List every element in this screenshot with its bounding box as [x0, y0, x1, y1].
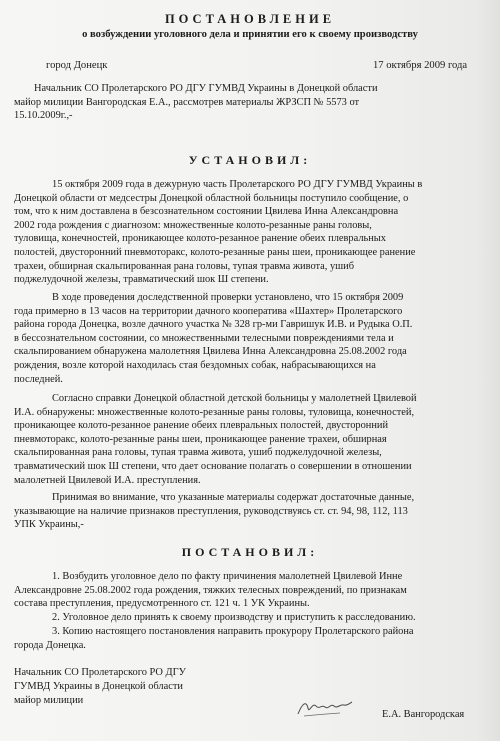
text-line: трахеи, обширная скальпированная рана головы, тупая травма живота, ушиб: [14, 260, 355, 272]
text-line: поджелудочной железы, травматический шок Ш степени.: [14, 274, 269, 286]
intro-paragraph: [14, 82, 378, 123]
text-line: рождения, возле которой находилась стая бездомных собак, набрасывающихся на: [14, 359, 376, 371]
text-line: района города Донецка, возле дачного участка № 328 гр-ми Гавришук И.В. и Рудыка О.П.: [14, 319, 413, 331]
text-line: указывающие на наличие признаков преступления, руководствуясь ст. ст. 94, 98, 112, 113: [14, 505, 408, 517]
text-line: 3. Копию настоящего постановления направить прокурору Пролетарского района: [52, 626, 414, 637]
signature-line: ГУМВД Украины в Донецкой области: [14, 681, 183, 692]
text-line: в бессознательном состоянии, со множественными телесными повреждениями тела и: [14, 332, 394, 344]
intro-line: майор милиции Вангородская Е.А., рассмотрев материалы ЖРЗСП № 5573 от: [14, 96, 360, 108]
text-line: скальпированием обнаружена малолетняя Цвилева Инна Александровна 25.08.2002 года: [14, 346, 407, 358]
text-line: малолетней Цвилевой И.А. преступления.: [14, 474, 201, 486]
text-line: Согласно справки Донецкой областной детской больницы у малолетней Цвилевой: [52, 393, 417, 404]
signature-line: майор милиции: [14, 695, 84, 706]
text-line: города Донецка.: [14, 639, 86, 651]
established-paragraph-3: [14, 392, 417, 487]
text-line: состава преступления, предусмотренного ст. 121 ч. 1 УК Украины.: [14, 598, 310, 610]
resolved-item-3: [14, 625, 414, 652]
text-line: Александровне 25.08.2002 года рождения, тяжких телесных повреждений, по признакам: [14, 584, 407, 596]
intro-line: Начальник СО Пролетарского РО ДГУ ГУМВД Украины в Донецкой области: [34, 83, 378, 94]
text-line: травматический шок Ш степени, что дает основание полагать о совершении в отношении: [14, 460, 412, 472]
text-line: туловища, конечностей, проникающее колото-резанное ранение обеих плевральных: [14, 233, 386, 245]
resolved-heading: ПОСТАНОВИЛ:: [181, 545, 319, 559]
scan-edge-shadow: [476, 0, 500, 741]
text-line: И.А. обнаружены: множественные колото-резанные раны головы, туловища, конечностей,: [14, 406, 415, 418]
text-line: проникающее колото-резанное ранение обеих плевральных полостей, двусторонний: [14, 420, 389, 432]
text-line: пневмоторакс, колото-резанные раны шеи, проникающее ранение трахеи, обширная: [14, 433, 387, 445]
established-paragraph-4: [14, 491, 414, 532]
text-line: 1. Возбудить уголовное дело по факту причинения малолетней Цвилевой Инне: [52, 571, 403, 582]
signature-line: Начальник СО Пролетарского РО ДГУ: [14, 667, 186, 678]
document-subtitle: о возбуждении уголовного дела и принятии его к своему производству: [82, 29, 418, 40]
resolved-item-1: [14, 570, 407, 611]
text-line: 15 октября 2009 года в дежурную часть Пролетарского РО ДГУ ГУМВД Украины в: [52, 179, 423, 190]
text-line: УПК Украины,-: [14, 519, 84, 531]
resolved-item-2: [14, 611, 416, 625]
text-line: года примерно в 13 часов на территории дачного кооператива «Шахтер» Пролетарского: [14, 305, 403, 317]
signatory-name: Е.А. Вангородская: [382, 709, 465, 720]
text-line: последней.: [14, 373, 63, 385]
city: город Донецк: [46, 60, 108, 71]
text-line: полостей, двусторонний пневмоторакс, колото-резанные раны шеи, проникающее ранение: [14, 246, 416, 258]
text-line: том, что к ним доставлена в безсознательном состоянии Цвилева Инна Александровна: [14, 206, 399, 218]
text-line: 2. Уголовное дело принять к своему производству и приступить к расследованию.: [52, 612, 416, 623]
established-paragraph-1: [14, 178, 422, 287]
intro-line: 15.10.2009г.,-: [14, 110, 73, 122]
text-line: В ходе проведения доследственной проверки установлено, что 15 октября 2009: [52, 292, 404, 303]
text-line: Принимая во внимание, что указанные материалы содержат достаточные данные,: [52, 492, 415, 503]
handwritten-signature: [294, 694, 354, 722]
document-title: ПОСТАНОВЛЕНИЕ: [164, 12, 336, 26]
text-line: Донецкой области от медсестры Донецкой областной больницы поступило сообщение, о: [14, 192, 409, 204]
document-date: 17 октября 2009 года: [373, 60, 468, 71]
text-line: 2002 года рождения с диагнозом: множественные колото-резанные раны головы,: [14, 219, 372, 231]
established-heading: УСТАНОВИЛ:: [188, 153, 312, 167]
text-line: скальпированная рана головы, тупая травма живота, ушиб поджелудочной железы,: [14, 447, 382, 459]
signature-block: [14, 666, 186, 708]
established-paragraph-2: [14, 291, 412, 386]
